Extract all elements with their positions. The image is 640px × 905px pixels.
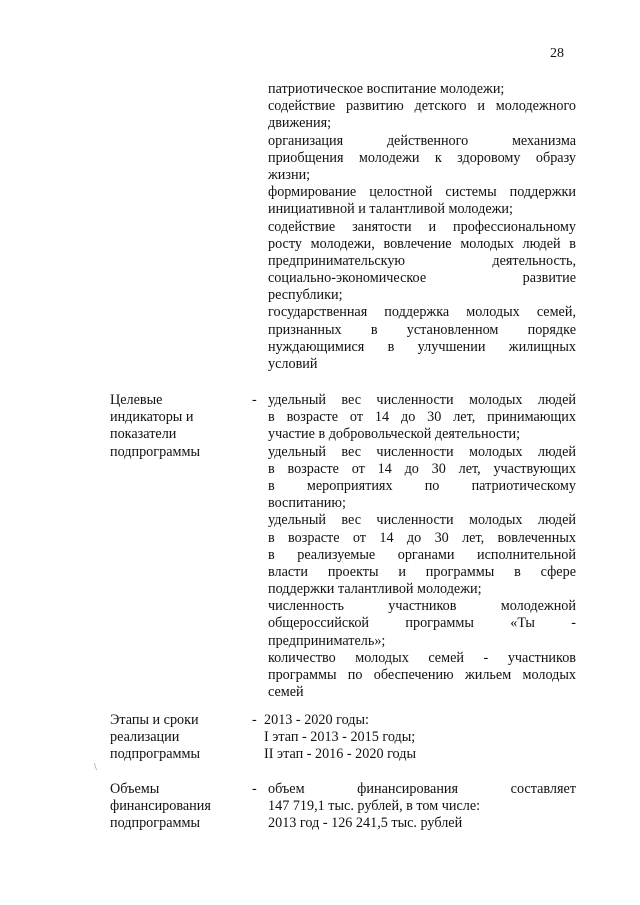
text-line: жизни; <box>268 166 311 183</box>
text-line: условий <box>268 356 318 372</box>
text-line: общероссийской программы «Ты - <box>268 615 576 632</box>
text-line: семей <box>268 684 304 701</box>
text-line: предпринимательскую деятельность, <box>268 252 576 269</box>
text-line: организация действенного механизма <box>268 132 576 149</box>
label-line: Целевые <box>110 392 163 408</box>
text-line: в возрасте от 14 до 30 лет, участвующих <box>268 460 576 477</box>
text-line: содействие развитию детского и молодежного <box>268 98 576 115</box>
text-line: в реализуемые органами исполнительной <box>268 546 576 563</box>
text-line: удельный вес численности молодых людей <box>268 443 576 460</box>
text-line: удельный вес численности молодых людей <box>268 392 576 408</box>
section-dash: - <box>252 781 257 797</box>
text-line: нуждающимися в улучшении жилищных <box>268 338 576 355</box>
text-line: программы по обеспечению жильем молодых <box>268 667 576 683</box>
text-line: в возрасте от 14 до 30 лет, вовлеченных <box>268 529 576 546</box>
text-line: государственная поддержка молодых семей, <box>268 304 576 321</box>
text-line: республики; <box>268 287 343 304</box>
text-line: росту молодежи, вовлечение молодых людей в <box>268 235 576 252</box>
label-line: финансирования <box>110 798 211 815</box>
text-line: власти проекты и программы в сфере <box>268 563 576 580</box>
goals-continuation <box>268 81 576 373</box>
section-body <box>264 712 576 764</box>
text-line: воспитанию; <box>268 495 346 512</box>
label-line: реализации <box>110 729 180 746</box>
text-line: предприниматель»; <box>268 632 386 649</box>
section-dash: - <box>252 392 257 408</box>
text-line: инициативной и талантливой молодежи; <box>268 201 513 218</box>
label-line: индикаторы и <box>110 409 194 426</box>
label-line: подпрограммы <box>110 815 200 832</box>
section-dash: - <box>252 712 257 728</box>
section-label <box>110 781 250 833</box>
section-body <box>268 781 576 833</box>
text-line: 2013 - 2020 годы: <box>264 712 369 728</box>
text-line: формирование целостной системы поддержки <box>268 184 576 201</box>
text-line: содействие занятости и профессиональному <box>268 218 576 235</box>
text-line: объем финансирования составляет <box>268 781 576 797</box>
label-line: подпрограммы <box>110 746 200 763</box>
text-line: поддержки талантливой молодежи; <box>268 581 482 598</box>
text-line: в возрасте от 14 до 30 лет, принимающих <box>268 409 576 426</box>
text-line: I этап - 2013 - 2015 годы; <box>264 729 416 746</box>
label-line: показатели <box>110 426 177 443</box>
page-number: 28 <box>550 46 564 61</box>
text-line: приобщения молодежи к здоровому образу <box>268 149 576 166</box>
text-line: в мероприятиях по патриотическому <box>268 477 576 494</box>
text-line: признанных в установленном порядке <box>268 321 576 338</box>
text-line: социально-экономическое развитие <box>268 270 576 287</box>
text-line: 2013 год - 126 241,5 тыс. рублей <box>268 815 463 832</box>
text-line: II этап - 2016 - 2020 годы <box>264 746 416 763</box>
text-line: участие в добровольческой деятельности; <box>268 426 521 443</box>
section-label <box>110 712 250 764</box>
label-line: Объемы <box>110 781 160 797</box>
text-line: 147 719,1 тыс. рублей, в том числе: <box>268 798 481 815</box>
section-label <box>110 392 250 461</box>
label-line: Этапы и сроки <box>110 712 199 728</box>
scan-mark: \ <box>94 762 97 773</box>
text-line: удельный вес численности молодых людей <box>268 512 576 529</box>
text-line: движения; <box>268 115 332 132</box>
text-line: патриотическое воспитание молодежи; <box>268 81 505 97</box>
section-body <box>268 392 576 701</box>
text-line: численность участников молодежной <box>268 598 576 615</box>
text-line: количество молодых семей - участников <box>268 649 576 666</box>
label-line: подпрограммы <box>110 443 200 460</box>
